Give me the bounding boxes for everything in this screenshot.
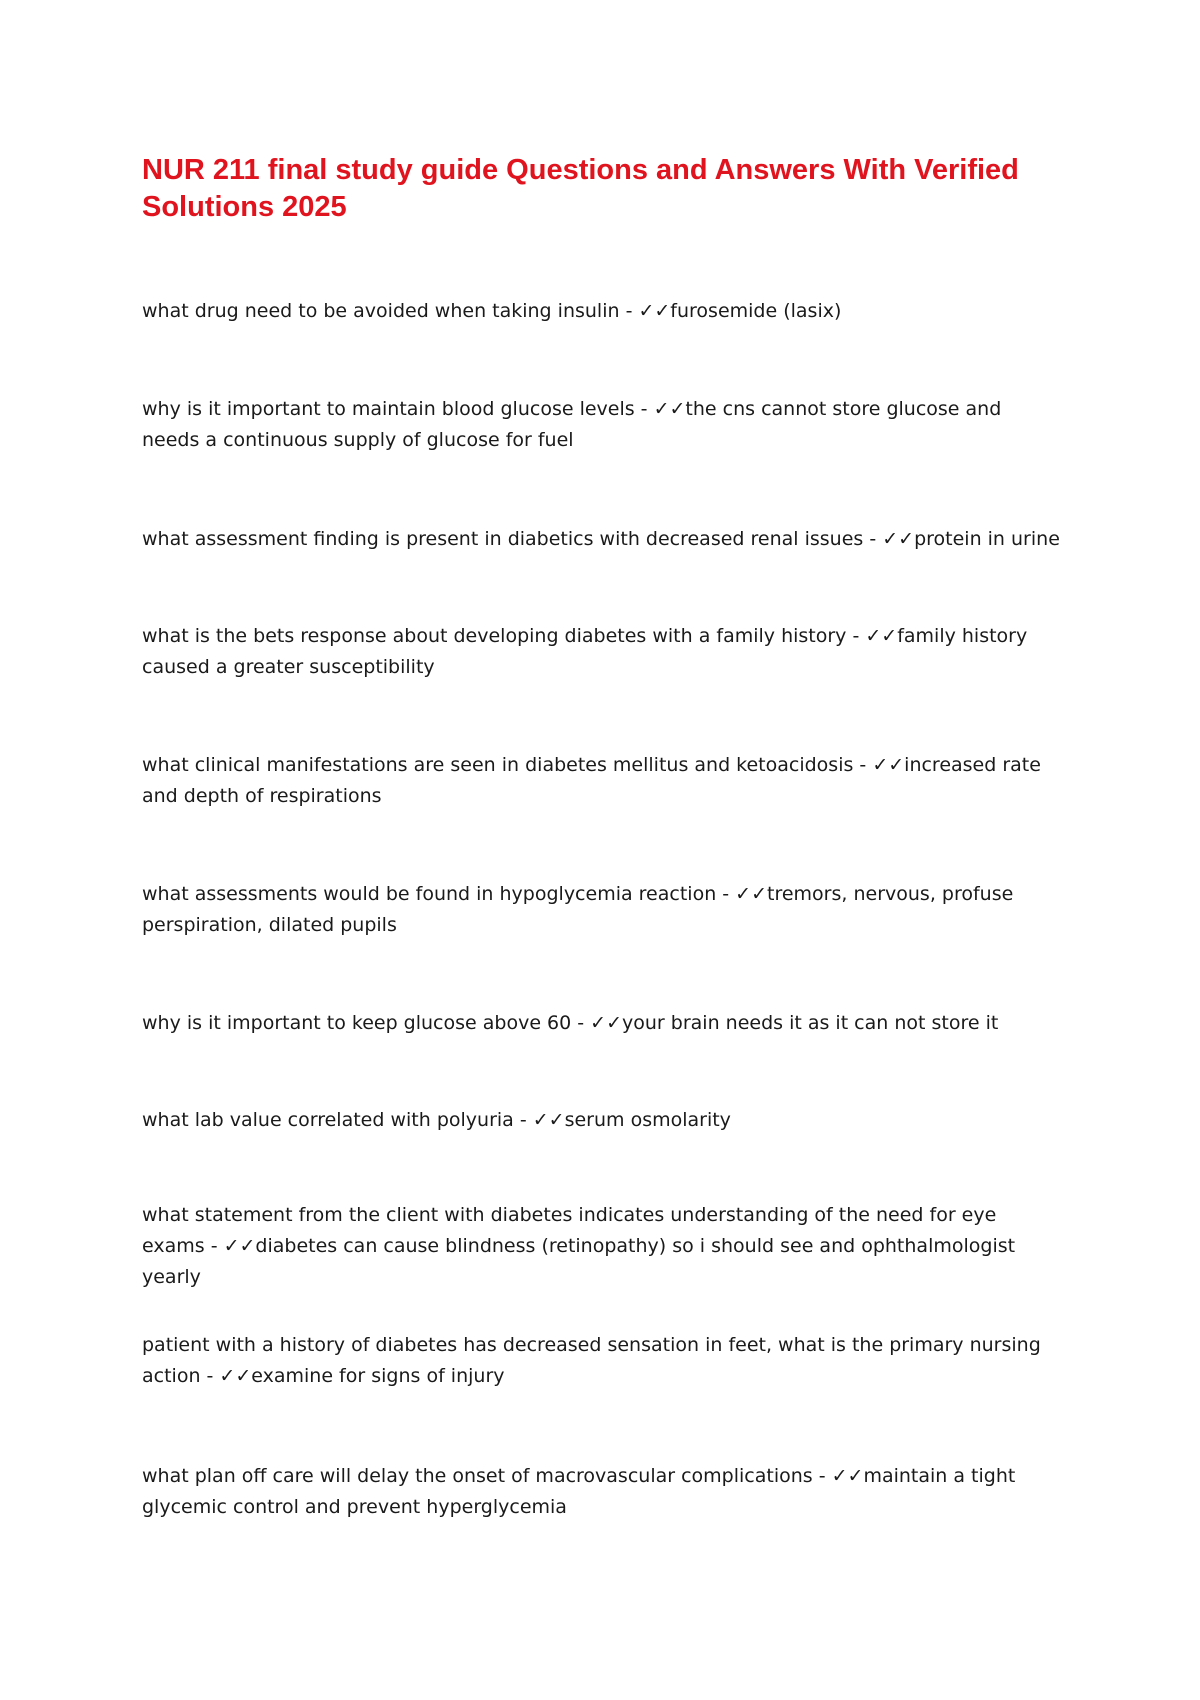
qa-item-10: patient with a history of diabetes has decreased sensation in feet, what is the primary nursing action - ✓✓examine for signs of injury [142,1334,1041,1387]
qa-item-7: why is it important to keep glucose above 60 - ✓✓your brain needs it as it can not store it [142,1012,999,1034]
qa-item-9: what statement from the client with diabetes indicates understanding of the need for eye exams - ✓✓diabetes can cause blindness (retinopathy) so i should see and ophthalmologist yearly [142,1204,1016,1288]
qa-item-2: why is it important to maintain blood glucose levels - ✓✓the cns cannot store glucose and needs a continuous supply of glucose for fuel [142,398,1002,451]
document-title: NUR 211 final study guide Questions and Answers With Verified Solutions 2025 [142,154,1019,223]
qa-item-1: what drug need to be avoided when taking insulin - ✓✓furosemide (lasix) [142,300,842,322]
qa-item-3: what assessment finding is present in diabetics with decreased renal issues - ✓✓protein in urine [142,528,1060,550]
qa-item-8: what lab value correlated with polyuria - ✓✓serum osmolarity [142,1109,731,1131]
qa-item-4: what is the bets response about developing diabetes with a family history - ✓✓family history caused a greater susceptibility [142,625,1028,678]
qa-item-5: what clinical manifestations are seen in diabetes mellitus and ketoacidosis - ✓✓increased rate and depth of respirations [142,754,1041,807]
qa-item-11: what plan off care will delay the onset of macrovascular complications - ✓✓maintain a tight glycemic control and prevent hyperglycemia [142,1465,1016,1518]
qa-item-6: what assessments would be found in hypoglycemia reaction - ✓✓tremors, nervous, profuse perspiration, dilated pupils [142,883,1014,936]
